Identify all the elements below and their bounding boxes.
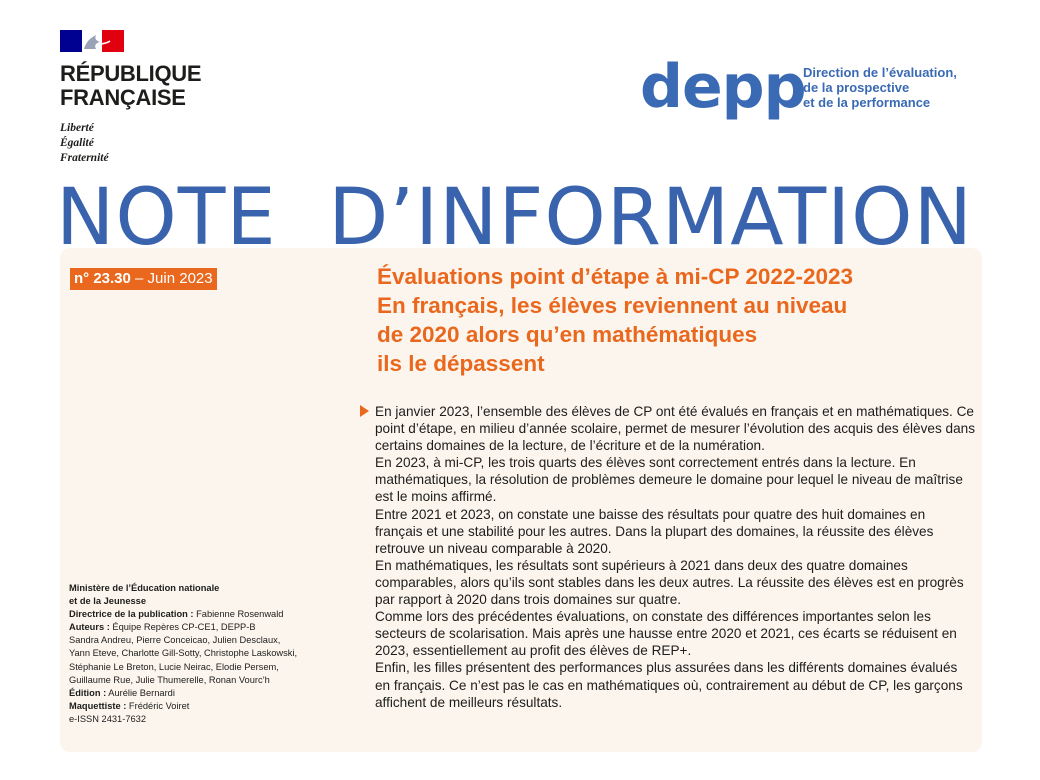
depp-logo-word: depp	[640, 52, 806, 122]
edition-line	[69, 687, 349, 700]
abstract	[375, 403, 975, 711]
motto-egalite: Égalité	[60, 137, 94, 149]
republique-francaise-wordmark	[60, 62, 260, 110]
abstract-paragraph: Entre 2021 et 2023, on constate une baisse des résultats pour quatre des huit domaines en français et une stabilité pour les autres. Dans la plupart des domaines, la réussite des élèves retrouve un niveau comparable à 2020.	[375, 506, 934, 556]
note-information-title: NOTE D’INFORMATION	[56, 173, 973, 263]
issue-number: n° 23.30	[74, 270, 131, 287]
headline-line-3: de 2020 alors qu’en mathématiques	[377, 322, 758, 347]
edition-label: Édition :	[69, 687, 107, 698]
abstract-arrow-icon	[360, 405, 369, 417]
depp-subtitle-line-1: Direction de l’évaluation,	[803, 65, 957, 80]
republic-line-2: FRANÇAISE	[60, 85, 186, 110]
authors-line	[69, 621, 349, 634]
motto-liberte: Liberté	[60, 122, 94, 134]
authors-value: Équipe Repères CP-CE1, DEPP-B	[109, 622, 256, 633]
layout-value: Frédéric Voiret	[126, 700, 190, 711]
republic-line-1: RÉPUBLIQUE	[60, 61, 202, 86]
layout-line	[69, 700, 349, 713]
authors-names-line: Guillaume Rue, Julie Thumerelle, Ronan Vourc’h	[69, 674, 270, 685]
layout-label: Maquettiste :	[69, 700, 127, 711]
edition-value: Aurélie Bernardi	[106, 687, 175, 698]
headline-line-4: ils le dépassent	[377, 351, 545, 376]
headline	[377, 262, 977, 378]
abstract-paragraph: En janvier 2023, l’ensemble des élèves de CP ont été évalués en français et en mathématiques. Ce point d’étape, en milieu d’année scolaire, permet de mesurer l’évolution des acquis des élèves dans certains domaines de la lecture, de l’écriture et de la numération.	[375, 404, 975, 454]
headline-line-1: Évaluations point d’étape à mi-CP 2022-2023	[377, 264, 854, 289]
depp-subtitle-line-2: de la prospective	[803, 80, 910, 95]
abstract-paragraph: Enfin, les filles présentent des performances plus assurées dans les différents domaines évalués en français. Ce n’est pas le cas en mathématiques où, contrairement au début de CP, les garçons affichent de meilleurs résultats.	[375, 660, 963, 710]
motto-fraternite: Fraternité	[60, 152, 109, 164]
authors-names-line: Sandra Andreu, Pierre Conceicao, Julien Desclaux,	[69, 635, 281, 646]
authors-names-line: Yann Eteve, Charlotte Gill-Sotty, Christophe Laskowski,	[69, 648, 298, 659]
issn: e-ISSN 2431-7632	[69, 713, 147, 724]
marianne-flag-icon	[60, 30, 124, 52]
director-line	[69, 608, 349, 621]
director-value: Fabienne Rosenwald	[193, 609, 284, 620]
issue-date: – Juin 2023	[130, 270, 213, 287]
depp-logo-subtitle	[803, 65, 1003, 110]
depp-subtitle-line-3: et de la performance	[803, 95, 931, 110]
abstract-paragraph: En mathématiques, les résultats sont supérieurs à 2021 dans deux des quatre domaines comparables, alors qu’ils sont stables dans les deux autres. La réussite des élèves est en progrès par rapport à 2020 dans trois domaines sur quatre.	[375, 557, 964, 608]
republic-motto	[60, 121, 109, 166]
director-label: Directrice de la publication :	[69, 609, 194, 620]
abstract-paragraph: En 2023, à mi-CP, les trois quarts des élèves sont correctement entrés dans la lecture. En mathématiques, la résolution de problèmes demeure le domaine pour lequel le niveau de maîtrise est le moins affirmé.	[375, 455, 963, 505]
ministry-line-1: Ministère de l’Éducation nationale	[69, 583, 220, 593]
authors-label: Auteurs :	[69, 622, 110, 633]
authors-names-line: Stéphanie Le Breton, Lucie Neirac, Elodie Persem,	[69, 661, 279, 672]
headline-line-2: En français, les élèves reviennent au niveau	[377, 293, 848, 318]
publication-credits	[69, 582, 349, 726]
ministry-line-2: et de la Jeunesse	[69, 596, 146, 607]
abstract-paragraph: Comme lors des précédentes évaluations, on constate des différences importantes selon les secteurs de scolarisation. Mais après une hausse entre 2020 et 2021, ces écarts se réduisent en 2023, essentiellement au profit des élèves de REP+.	[375, 609, 957, 659]
issue-badge	[70, 268, 217, 290]
